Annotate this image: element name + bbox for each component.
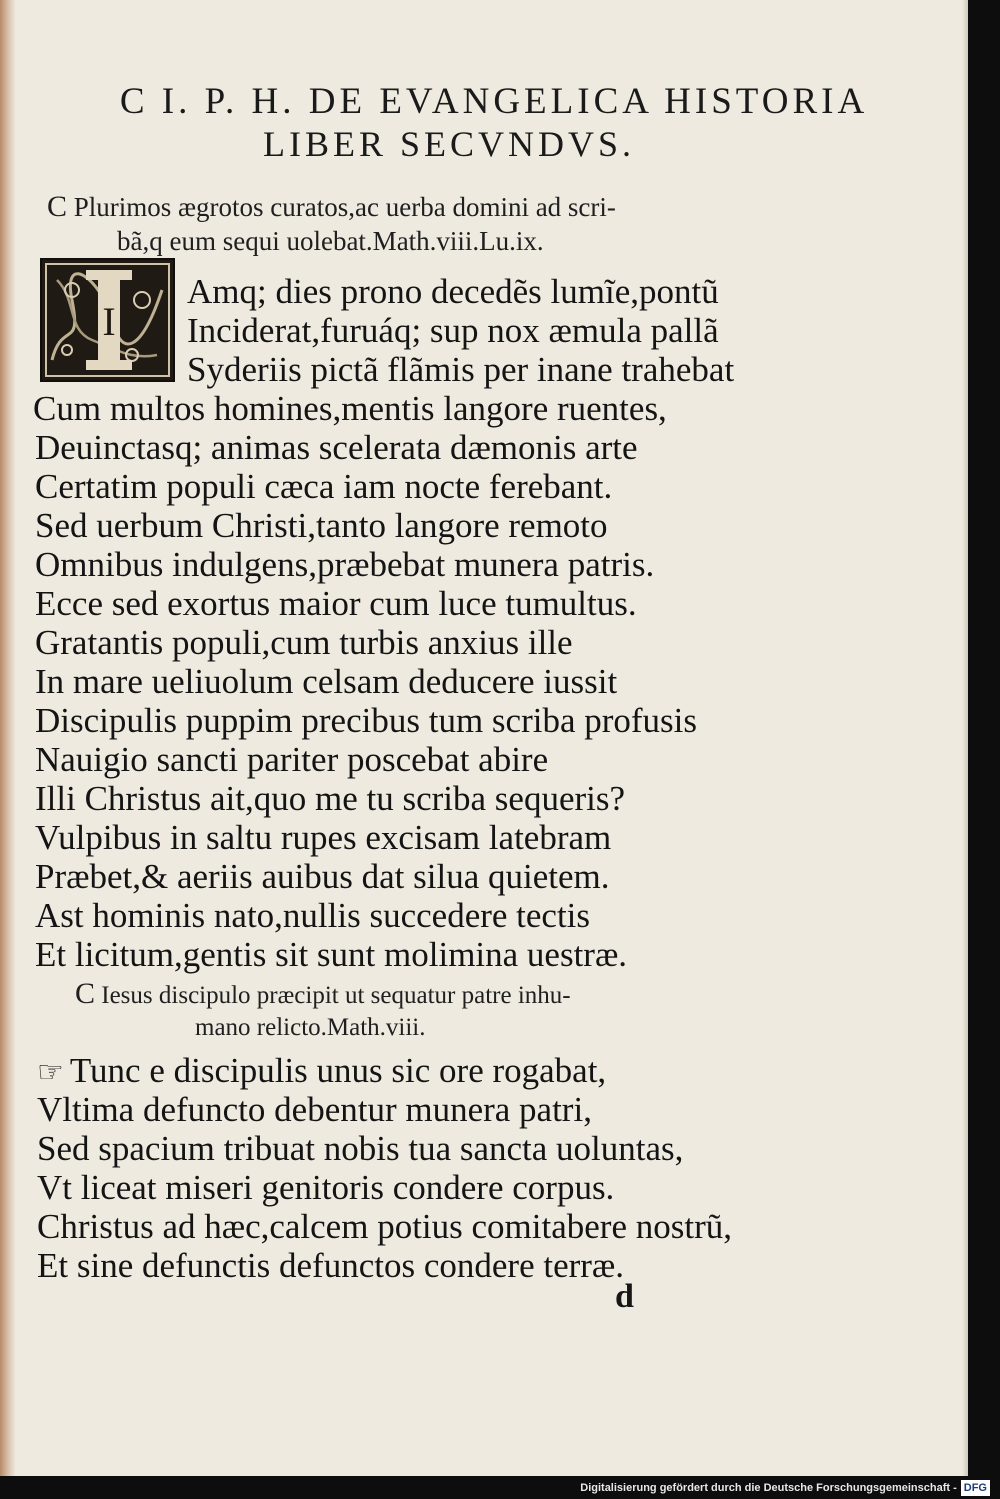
chapter-summary-1 xyxy=(47,190,727,258)
page-edge xyxy=(962,0,968,1476)
verse-text: Sed spacium tribuat nobis tua sancta uoluntas, xyxy=(37,1129,684,1168)
credit-text: Digitalisierung gefördert durch die Deutsche Forschungsgemeinschaft - xyxy=(580,1482,957,1494)
dfg-logo: DFG xyxy=(961,1480,990,1496)
verse-line: Amq; dies prono decedẽs lumĩe,pontũ xyxy=(187,272,719,311)
signature-mark: d xyxy=(615,1278,634,1315)
verse-line xyxy=(37,1208,732,1246)
verse-line: Ast hominis nato,nullis succedere tectis xyxy=(35,896,591,935)
verse-line xyxy=(37,1169,614,1207)
initial-letter: I xyxy=(102,299,116,344)
verse-text: Et sine defunctis defunctos condere terræ. xyxy=(37,1246,625,1285)
digitization-credit xyxy=(580,1480,990,1496)
verse-line: Ecce sed exortus maior cum luce tumultus. xyxy=(35,584,637,623)
chapter-summary-2 xyxy=(75,978,715,1044)
verse-line xyxy=(37,1052,606,1092)
verse-line: Inciderat,furuáq; sup nox æmula pallã xyxy=(187,311,719,350)
decorated-initial-icon xyxy=(40,258,175,382)
pilcrow-icon: C xyxy=(47,190,68,223)
summary-line: bã,q eum sequi uolebat.Math.viii.Lu.ix. xyxy=(117,226,544,256)
verse-line: Cum multos homines,mentis langore ruentes, xyxy=(33,389,667,428)
verse-text: Christus ad hæc,calcem potius comitabere nostrũ, xyxy=(37,1207,732,1246)
verse-line xyxy=(37,1091,592,1129)
verse-line: Vulpibus in saltu rupes excisam latebram xyxy=(35,818,612,857)
verse-line: Et licitum,gentis sit sunt molimina uestræ. xyxy=(35,935,628,974)
verse-line: Syderiis pictã flãmis per inane trahebat xyxy=(187,350,735,389)
verse-line xyxy=(37,1247,624,1285)
verse-line xyxy=(37,1130,683,1168)
verse-line: Discipulis puppim precibus tum scriba profusis xyxy=(35,701,698,740)
verse-line: Illi Christus ait,quo me tu scriba sequeris? xyxy=(35,779,626,818)
verse-line: Omnibus indulgens,præbebat munera patris. xyxy=(35,545,655,584)
verse-line: Præbet,& aeriis auibus dat silua quietem. xyxy=(35,857,610,896)
verse-line: Gratantis populi,cum turbis anxius ille xyxy=(35,623,573,662)
verse-line: In mare ueliuolum celsam deducere iussit xyxy=(35,662,618,701)
verse-line: Deuinctasq; animas scelerata dæmonis arte xyxy=(35,428,638,467)
summary-line: Plurimos ægrotos curatos,ac uerba domini ad scri- xyxy=(73,192,616,222)
book-subtitle: LIBER SECVNDVS. xyxy=(262,124,636,164)
summary-line: Iesus discipulo præcipit ut sequatur patre inhu- xyxy=(101,982,571,1009)
running-title: C I. P. H. DE EVANGELICA HISTORIA xyxy=(119,81,869,122)
verse-text: Vltima defuncto debentur munera patri, xyxy=(37,1090,592,1129)
verse-line: Nauigio sancti pariter poscebat abire xyxy=(35,740,549,779)
verse-line: Certatim populi cæca iam nocte ferebant. xyxy=(35,467,613,506)
pilcrow-icon: C xyxy=(75,977,96,1010)
verse-text: Tunc e discipulis unus sic ore rogabat, xyxy=(69,1051,607,1090)
manicule-icon: ☞ xyxy=(37,1056,64,1089)
page-gutter xyxy=(0,0,16,1476)
summary-line: mano relicto.Math.viii. xyxy=(195,1014,426,1041)
verse-line: Sed uerbum Christi,tanto langore remoto xyxy=(35,506,608,545)
verse-text: Vt liceat miseri genitoris condere corpus. xyxy=(37,1168,615,1207)
